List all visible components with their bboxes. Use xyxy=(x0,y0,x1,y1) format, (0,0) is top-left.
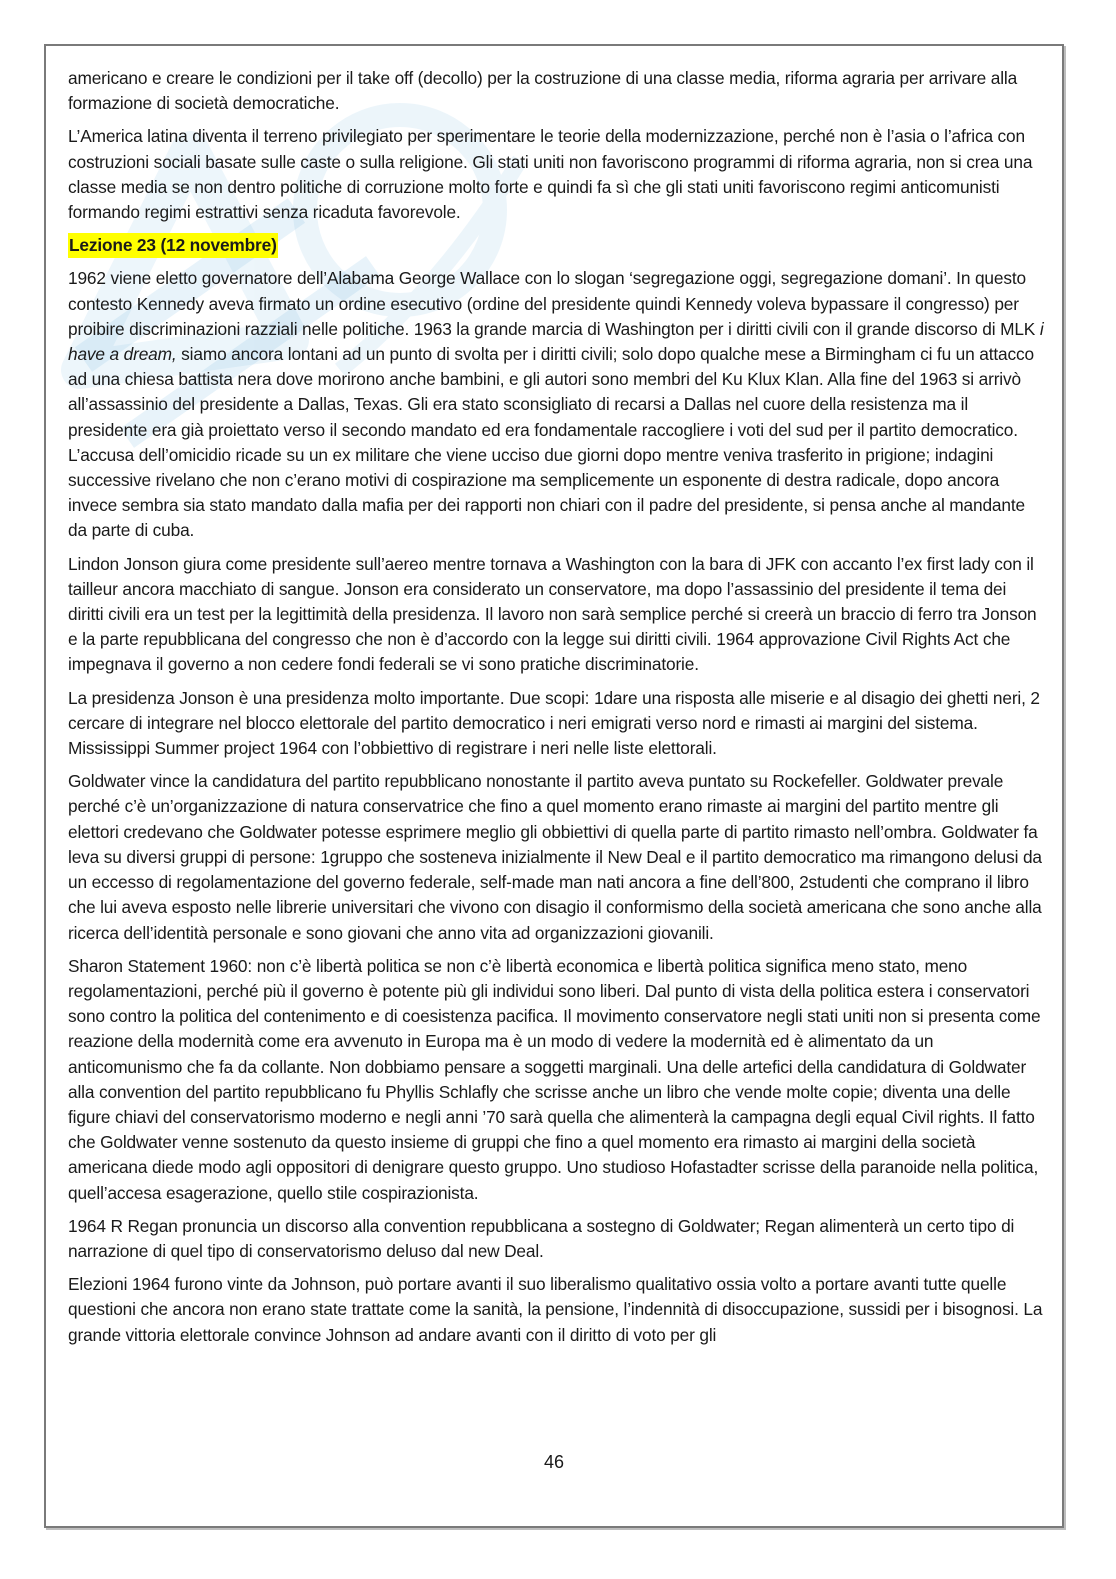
document-body xyxy=(68,66,1046,1356)
paragraph-1: americano e creare le condizioni per il take off (decollo) per la costruzione di una classe media, riforma agraria per arrivare alla formazione di società democratiche. xyxy=(68,68,1018,114)
mlk-quote: i have a dream, xyxy=(68,318,1044,365)
paragraph-6: Goldwater vince la candidatura del partito repubblicano nonostante il partito aveva puntato su Rockefeller. Goldwater prevale perché c’è un’organizzazione di natura conservatrice che fino a quel momento erano rimaste ai margini del partito mentre gli elettori credevano che Goldwater potesse esprimere meglio gli obbiettivi di quella parte di partito rimasto nell’ombra. Goldwater fa leva su diversi gruppi di persone: 1gruppo che sosteneva inizialmente il New Deal e il partito democratico ma rimangono delusi da un eccesso di regolamentazione del governo federale, self-made man nati ancora a fine dell’800, 2studenti che comprano il libro che lui aveva esposto nelle librerie universitari che vivono con disagio il conformismo della società americana che sono anche alla ricerca dell’identità personale e sono giovani che anno vita ad organizzazioni giovanili. xyxy=(68,771,1042,943)
paragraph-7: Sharon Statement 1960: non c’è libertà politica se non c’è libertà economica e libertà politica significa meno stato, meno regolamentazioni, perché più il governo è potente più gli individui sono liberi. Dal punto di vista della politica estera i conservatori sono contro la politica del contenimento e di coesistenza pacifica. Il movimento conservatore negli stati uniti non si presenta come reazione della modernità come era avvenuto in Europa ma è un modo di vedere la modernità ed è alimentato da un anticomunismo che fa da collante. Non dobbiamo pensare a soggetti marginali. Una delle artefici della candidatura di Goldwater alla convention del partito repubblicano fu Phyllis Schlafly che scrisse anche un libro che vende molte copie; diventa una delle figure chiavi del conservatorismo moderno e negli anni ’70 sarà quella che alimenterà la campagna degli equal Civil rights. Il fatto che Goldwater venne sostenuto da questo insieme di gruppi che fino a quel momento era rimasto ai margini della società americana diede modo agli oppositori di denigrare questo gruppo. Uno studioso Hofastadter scrisse della paranoide nella politica, quell’accesa esagerazione, quello stile cospirazionista. xyxy=(68,955,1041,1203)
paragraph-2: L’America latina diventa il terreno privilegiato per sperimentare le teorie della modernizzazione, perché non è l’asia o l’africa con costruzioni sociali basate sulle caste o sulla religione. Gli stati uniti non favoriscono programmi di riforma agraria, non si crea una classe media se non dentro politiche di corruzione molto forte e quindi fa sì che gli stati uniti favoriscono regimi anticomunisti formando regimi estrattivi senza ricaduta favorevole. xyxy=(68,126,1033,223)
paragraph-4: Lindon Jonson giura come presidente sull’aereo mentre tornava a Washington con la bara di JFK con accanto l’ex first lady con il tailleur ancora macchiato di sangue. Jonson era considerato un conservatore, ma dopo l’assassinio del presidente il tema dei diritti civili era un test per la legittimità della presidenza. Il lavoro non sarà semplice perché si creerà un braccio di ferro tra Jonson e la parte repubblicana del congresso che non è d’accordo con la legge sui diritti civili. 1964 approvazione Civil Rights Act che impegnava il governo a non cedere fondi federali se vi sono pratiche discriminatorie. xyxy=(68,553,1037,675)
page-number: 46 xyxy=(543,1452,565,1472)
paragraph-3-start: 1962 viene eletto governatore dell’Alabama George Wallace con lo slogan ‘segregazione oggi, segregazione domani’. In questo contesto Kennedy aveva firmato un ordine esecutivo (ordine del presidente quindi Kennedy voleva bypassare il congresso) per proibire discriminazioni razziali nelle politiche. 1963 la grande marcia di Washington per i diritti civili con il grande discorso di MLK xyxy=(68,268,1040,339)
paragraph-3-end: siamo ancora lontani ad un punto di svolta per i diritti civili; solo dopo qualche mese a Birmingham ci fu un attacco ad una chiesa battista nera dove morirono anche bambini, e gli autori sono membri del Ku Klux Klan. Alla fine del 1963 si arrivò all’assassinio del presidente a Dallas, Texas. Gli era stato sconsigliato di recarsi a Dallas nel cuore della resistenza ma il presidente era già proiettato verso il secondo mandato ed era fondamentale raccogliere i voti del sud per il partito democratico. L’accusa dell’omicidio ricade su un ex militare che viene ucciso due giorni dopo mentre veniva trasferito in prigione; indagini successive rivelano che non c’erano motivi di cospirazione ma semplicemente un esponente di destra radicale, dopo ancora invece sembra sia stato mandato dalla mafia per dei rapporti non chiari con il padre del presidente, si pensa anche al mandante da parte di cuba. xyxy=(68,344,1034,541)
lesson-heading: Lezione 23 (12 novembre) xyxy=(68,233,278,258)
paragraph-3 xyxy=(68,266,1046,543)
lesson-heading-row xyxy=(68,233,1046,258)
paragraph-8: 1964 R Regan pronuncia un discorso alla convention repubblicana a sostegno di Goldwater; Regan alimenterà un certo tipo di narrazione di quel tipo di conservatorismo deluso dal new Deal. xyxy=(68,1215,1015,1261)
paragraph-5: La presidenza Jonson è una presidenza molto importante. Due scopi: 1dare una risposta alle miserie e al disagio dei ghetti neri, 2 cercare di integrare nel blocco elettorale del partito democratico i neri emigrati verso nord e rimasti ai margini del sistema. Mississippi Summer project 1964 con l’obbiettivo di registrare i neri nelle liste elettorali. xyxy=(68,687,1040,759)
paragraph-9: Elezioni 1964 furono vinte da Johnson, può portare avanti il suo liberalismo qualitativo ossia volto a portare avanti tutte quelle questioni che ancora non erano state trattate come la sanità, la pensione, l’indennità di disoccupazione, sussidi per i bisognosi. La grande vittoria elettorale convince Johnson ad andare avanti con il diritto di voto per gli xyxy=(68,1274,1043,1345)
